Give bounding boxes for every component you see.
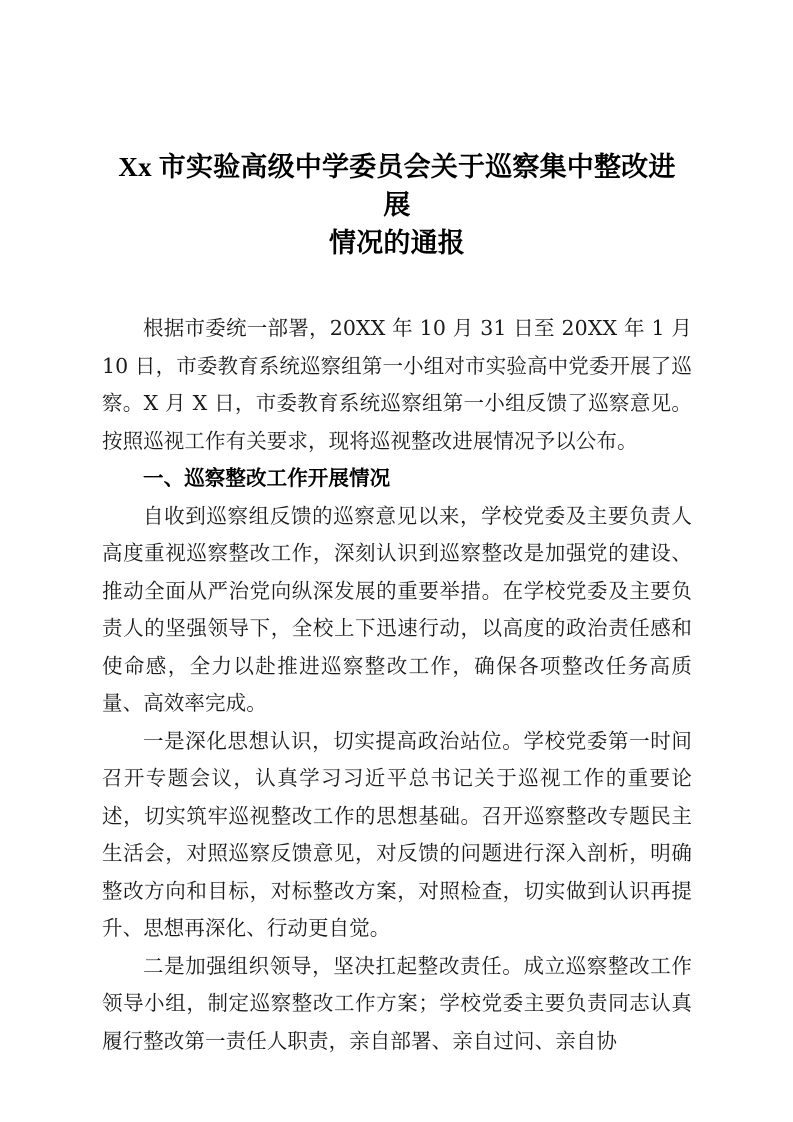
- page-title: [102, 148, 692, 262]
- paragraph-point-one: 一是深化思想认识，切实提高政治站位。学校党委第一时间召开专题会议，认真学习习近平总书记关于巡视工作的重要论述，切实筑牢巡视整改工作的思想基础。召开巡察整改专题民主生活会，对照巡察反馈意见，对反馈的问题进行深入剖析，明确整改方向和目标，对标整改方案，对照检查，切实做到认识再提升、思想再深化、行动更自觉。: [102, 728, 692, 940]
- paragraph-point-two: 二是加强组织领导，坚决扛起整改责任。成立巡察整改工作领导小组，制定巡察整改工作方案；学校党委主要负责同志认真履行整改第一责任人职责，亲自部署、亲自过问、亲自协: [102, 953, 692, 1053]
- document-content: [102, 148, 692, 1060]
- page-title-line-2: 情况的通报: [329, 228, 465, 258]
- section-heading-1: 一、巡察整改工作开展情况: [143, 466, 391, 490]
- paragraph-overview: 自收到巡察组反馈的巡察意见以来，学校党委及主要负责人高度重视巡察整改工作，深刻认识到巡察整改是加强党的建设、推动全面从严治党向纵深发展的重要举措。在学校党委及主要负责人的坚强领导下，全校上下迅速行动，以高度的政治责任感和使命感，全力以赴推进巡察整改工作，确保各项整改任务高质量、高效率完成。: [102, 503, 692, 715]
- page-title-line-1: Xx 市实验高级中学委员会关于巡察集中整改进展: [118, 152, 676, 220]
- intro-paragraph: 根据市委统一部署，20XX 年 10 月 31 日至 20XX 年 1 月 10 日，市委教育系统巡察组第一小组对市实验高中党委开展了巡察。X 月 X 日，市委教育系统巡察组第一小组反馈了巡察意见。按照巡视工作有关要求，现将巡视整改进展情况予以公布。: [102, 316, 692, 453]
- title-spacer: [102, 262, 692, 310]
